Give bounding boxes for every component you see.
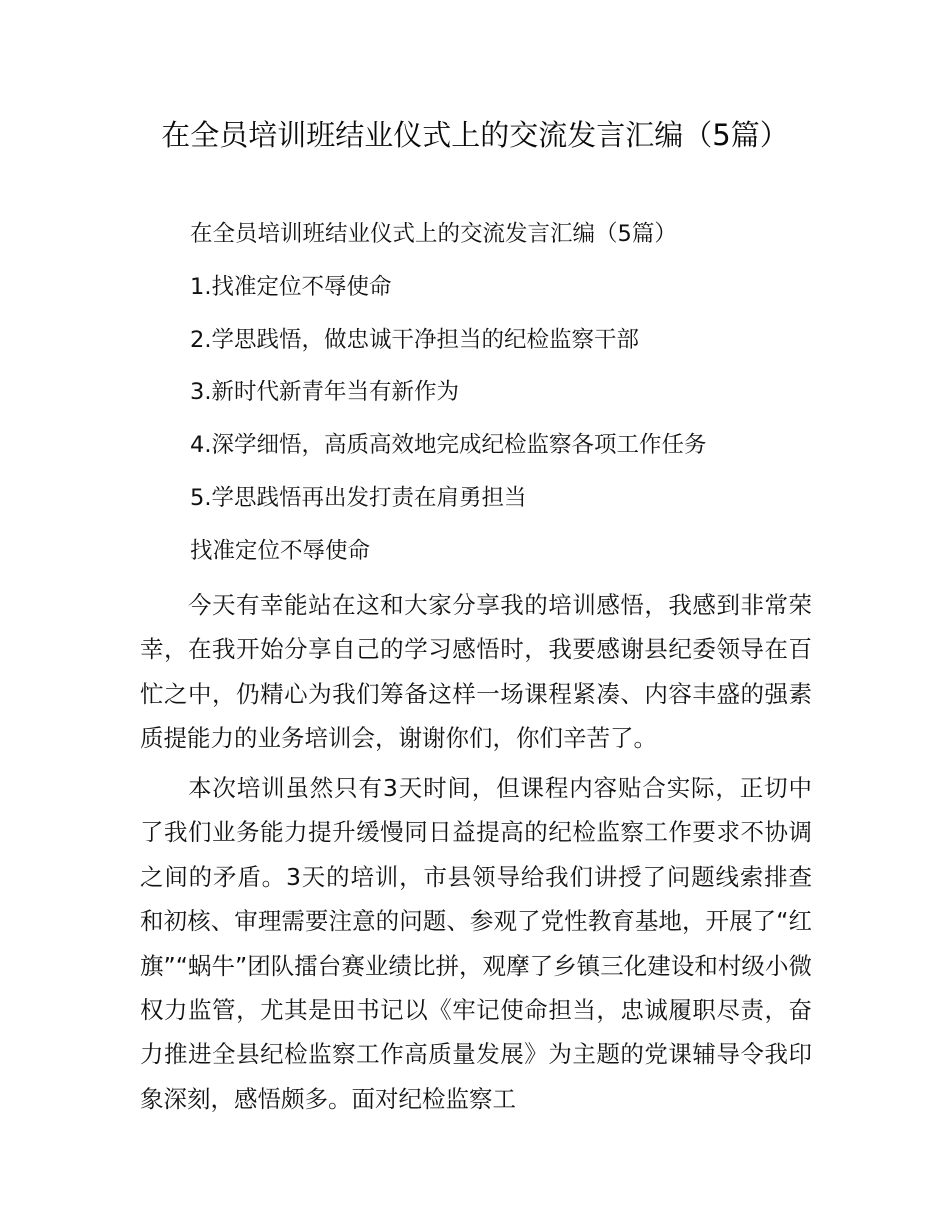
body-paragraph-2: 本次培训虽然只有3天时间，但课程内容贴合实际，正切中了我们业务能力提升缓慢同日益提高的纪检监察工作要求不协调之间的矛盾。3天的培训，市县领导给我们讲授了问题线索排查和初核、审理需要注意的问题、参观了党性教育基地，开展了“红旗”“蜗牛”团队擂台赛业绩比拼，观摩了乡镇三化建设和村级小微权力监管，尤其是田书记以《牢记使命担当，忠诚履职尽责，奋力推进全县纪检监察工作高质量发展》为主题的党课辅导令我印象深刻，感悟颇多。面对纪检监察工 [140,774,812,1113]
document-title: 在全员培训班结业仪式上的交流发言汇编（5篇） [161,118,789,152]
section-heading: 找准定位不辱使命 [190,538,371,564]
toc-item-5: 5.学思践悟再出发打责在肩勇担当 [190,485,527,511]
toc-item-3: 3.新时代新青年当有新作为 [190,379,459,405]
toc-item-4: 4.深学细悟，高质高效地完成纪检监察各项工作任务 [190,432,707,458]
body-paragraph-1: 今天有幸能站在这和大家分享我的培训感悟，我感到非常荣幸，在我开始分享自己的学习感悟时，我要感谢县纪委领导在百忙之中，仍精心为我们筹备这样一场课程紧凑、内容丰盛的强素质提能力的业务培训会，谢谢你们，你们辛苦了。 [140,591,812,753]
toc-item-2: 2.学思践悟，做忠诚干净担当的纪检监察干部 [190,327,639,353]
toc-item-1: 1.找准定位不辱使命 [190,274,392,300]
document-subtitle: 在全员培训班结业仪式上的交流发言汇编（5篇） [190,221,677,247]
